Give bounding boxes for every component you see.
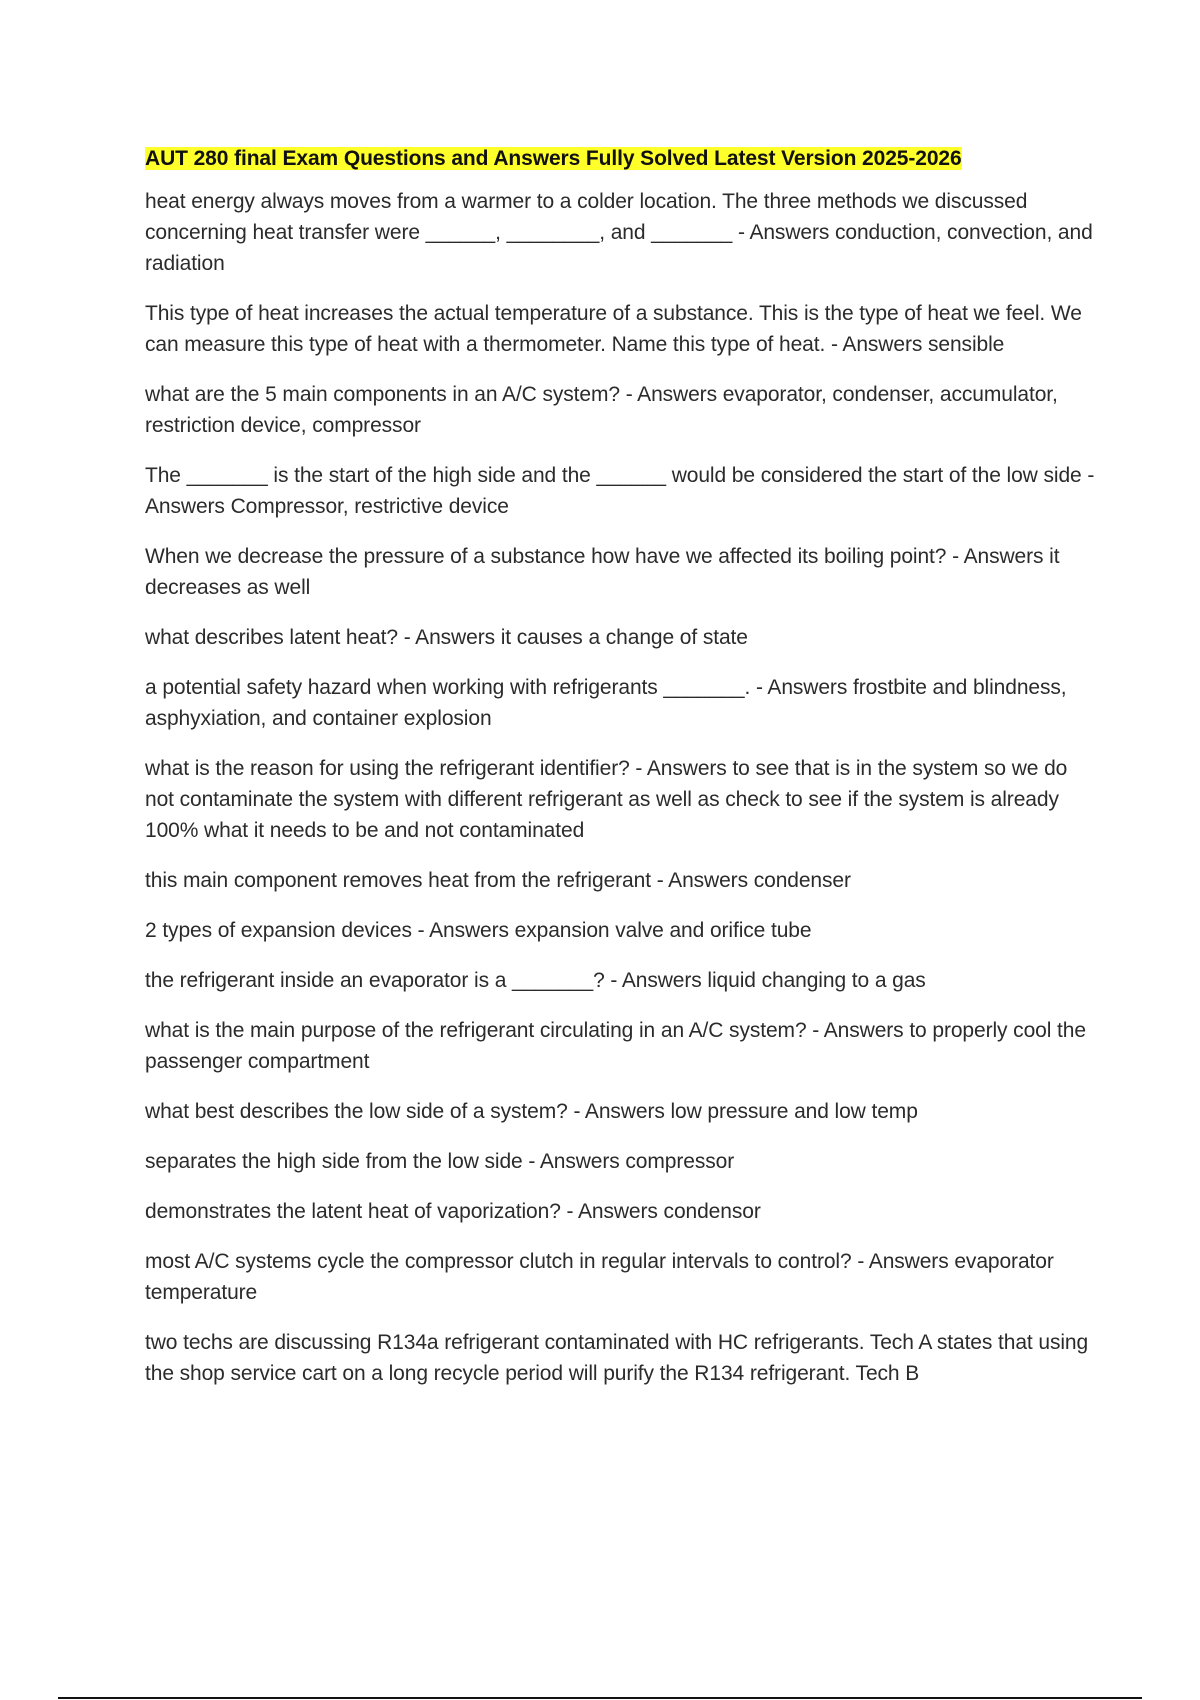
answer-separator: - Answers bbox=[650, 869, 754, 892]
answer-separator: - Answers bbox=[806, 1019, 910, 1042]
question-text: most A/C systems cycle the compressor clutch in regular intervals to control? bbox=[145, 1250, 852, 1273]
qa-item bbox=[145, 622, 1095, 653]
answer-separator: - Answers bbox=[946, 545, 1050, 568]
question-text: this main component removes heat from the refrigerant bbox=[145, 869, 651, 892]
title-block bbox=[145, 146, 1095, 172]
answer-text: sensible bbox=[927, 333, 1005, 356]
question-text: The _______ is the start of the high side and the ______ would be considered the start of the low side bbox=[145, 464, 1082, 487]
answer-separator: - Answers bbox=[567, 1100, 671, 1123]
answer-separator: - Answers bbox=[522, 1150, 626, 1173]
answer-text: it causes a change of state bbox=[500, 626, 748, 649]
qa-item bbox=[145, 965, 1095, 996]
qa-item bbox=[145, 1096, 1095, 1127]
answer-text: low pressure and low temp bbox=[670, 1100, 918, 1123]
question-text: When we decrease the pressure of a substance how have we affected its boiling point? bbox=[145, 545, 947, 568]
answer-separator: - Answers bbox=[619, 383, 723, 406]
question-text: heat energy always moves from a warmer to a colder location. The three methods we discussed concerning heat transfer were ______, ________, and _______ bbox=[145, 190, 1028, 244]
question-text: a potential safety hazard when working with refrigerants _______. bbox=[145, 676, 751, 699]
qa-item bbox=[145, 379, 1095, 441]
question-text: demonstrates the latent heat of vaporization? bbox=[145, 1200, 561, 1223]
answer-text: evaporator temperature bbox=[145, 1250, 1054, 1304]
answer-separator: - Answers bbox=[604, 969, 708, 992]
question-text: what is the main purpose of the refrigerant circulating in an A/C system? bbox=[145, 1019, 807, 1042]
qa-item bbox=[145, 1146, 1095, 1177]
qa-item bbox=[145, 865, 1095, 896]
qa-item bbox=[145, 672, 1095, 734]
answer-separator: - Answers bbox=[145, 464, 1095, 518]
answer-text: it decreases as well bbox=[145, 545, 1060, 599]
answer-separator: - Answers bbox=[560, 1200, 664, 1223]
qa-list bbox=[145, 186, 1095, 1308]
qa-item bbox=[145, 1015, 1095, 1077]
answer-separator: - Answers bbox=[629, 757, 733, 780]
question-text: what are the 5 main components in an A/C system? bbox=[145, 383, 620, 406]
document-body bbox=[145, 146, 1095, 1408]
answer-text: frostbite and blindness, asphyxiation, and container explosion bbox=[145, 676, 1067, 730]
answer-text: liquid changing to a gas bbox=[707, 969, 926, 992]
answer-text: to see that is in the system so we do not contaminate the system with different refrigerant as well as check to see if the system is already 100% what it needs to be and not contaminated bbox=[145, 757, 1068, 842]
question-text: 2 types of expansion devices bbox=[145, 919, 412, 942]
qa-item bbox=[145, 1246, 1095, 1308]
answer-text: conduction, convection, and radiation bbox=[145, 221, 1093, 275]
answer-separator: - Answers bbox=[411, 919, 515, 942]
answer-text: Compressor, restrictive device bbox=[230, 495, 509, 518]
footer-rule bbox=[58, 1697, 1142, 1699]
answer-separator: - Answers bbox=[397, 626, 501, 649]
answer-text: condenser bbox=[753, 869, 851, 892]
question-text: what is the reason for using the refrigerant identifier? bbox=[145, 757, 630, 780]
question-text: the refrigerant inside an evaporator is a _______? bbox=[145, 969, 605, 992]
qa-item bbox=[145, 460, 1095, 522]
question-text: separates the high side from the low side bbox=[145, 1150, 523, 1173]
qa-item bbox=[145, 753, 1095, 846]
trailing-question: two techs are discussing R134a refrigerant contaminated with HC refrigerants. Tech A states that using the shop service cart on a long recycle period will purify the R134 refrigerant. Tech B bbox=[145, 1331, 1089, 1385]
answer-text: expansion valve and orifice tube bbox=[514, 919, 812, 942]
qa-item bbox=[145, 915, 1095, 946]
answer-text: compressor bbox=[625, 1150, 735, 1173]
answer-separator: - Answers bbox=[750, 676, 853, 699]
answer-text: evaporator, condenser, accumulator, restriction device, compressor bbox=[145, 383, 1058, 437]
answer-separator: - Answers bbox=[732, 221, 835, 244]
qa-item bbox=[145, 541, 1095, 603]
answer-text: condensor bbox=[663, 1200, 761, 1223]
answer-text: to properly cool the passenger compartment bbox=[145, 1019, 1086, 1073]
question-text: what describes latent heat? bbox=[145, 626, 398, 649]
document-title: AUT 280 final Exam Questions and Answers Fully Solved Latest Version 2025-2026 bbox=[145, 147, 962, 170]
question-text: what best describes the low side of a system? bbox=[145, 1100, 568, 1123]
answer-separator: - Answers bbox=[825, 333, 928, 356]
answer-separator: - Answers bbox=[851, 1250, 955, 1273]
qa-item bbox=[145, 1196, 1095, 1227]
question-text: This type of heat increases the actual temperature of a substance. This is the type of heat we feel. We can measure this type of heat with a thermometer. Name this type of heat. bbox=[145, 302, 1082, 356]
qa-item bbox=[145, 298, 1095, 360]
qa-item bbox=[145, 186, 1095, 279]
